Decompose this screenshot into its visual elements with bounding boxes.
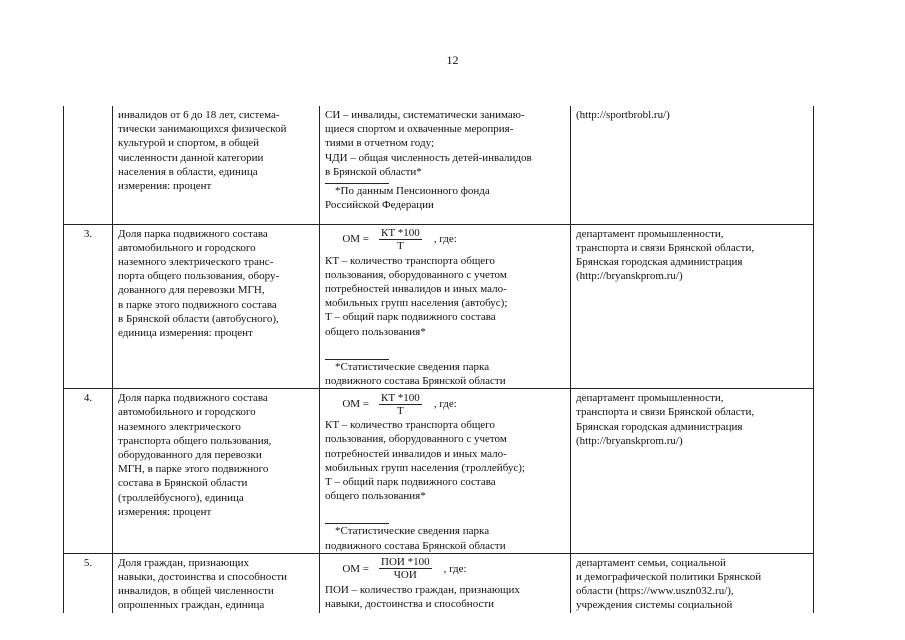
indicator-line: МГН, в парке этого подвижного [118,463,269,476]
formula-fraction [377,392,424,417]
indicator-line: состава в Брянской области [118,477,248,490]
source-line: (http://sportbrobl.ru/) [576,109,670,121]
indicator-line: Доля парка подвижного состава [118,227,268,240]
indicator-line: Доля парка подвижного состава [118,392,268,405]
indicator-line: численности данной категории [118,151,264,164]
footnote-line: Российской Федерации [325,199,434,212]
indicator-line: транспорта общего пользования, [118,434,272,447]
method-line: в Брянской области* [325,165,422,178]
row-number-cell [64,224,113,389]
method-line: мобильных групп населения (троллейбус); [325,461,525,474]
row-number-cell [64,389,113,554]
table-row [64,224,814,389]
indicator-line: инвалидов от 6 до 18 лет, система- [118,109,280,121]
indicator-line: дованного для перевозки МГН, [118,284,265,297]
method-line: потребностей инвалидов и иных мало- [325,447,507,460]
source-cell [571,389,814,554]
indicator-cell [113,106,320,224]
formula-numerator: ПОИ *100 [381,556,430,569]
indicator-line: порта общего пользования, обору- [118,270,280,283]
source-line: транспорта и связи Брянской области, [576,241,755,254]
indicator-cell [113,224,320,389]
method-line: КТ – количество транспорта общего [325,254,495,267]
method-line: пользования, оборудованного с учетом [325,433,507,446]
source-cell [571,224,814,389]
method-line: общего пользования* [325,490,426,503]
indicator-line: навыки, достоинства и способности [118,570,288,583]
method-line: ЧДИ – общая численность детей-инвалидов [325,151,532,164]
table-row [64,389,814,554]
method-line: щиеся спортом и охваченные мероприя- [325,123,514,136]
method-cell [320,224,571,389]
row-number: 4. [83,392,93,405]
indicator-cell [113,553,320,612]
method-line: Т – общий парк подвижного состава [325,475,496,488]
method-cell [320,389,571,554]
indicator-line: в парке этого подвижного состава [118,298,277,311]
indicator-line: тически занимающихся физической [118,123,287,136]
indicator-line: автомобильного и городского [118,406,256,419]
method-line: ПОИ – количество граждан, признающих [325,583,520,596]
formula-lhs: ОМ = [342,233,369,246]
indicator-line: автомобильного и городского [118,241,256,254]
source-line: Брянская городская администрация [576,420,743,433]
indicator-line: населения в области, единица [118,165,258,178]
table-row [64,553,814,612]
footnote-line: подвижного состава Брянской области [325,539,506,552]
method-line: потребностей инвалидов и иных мало- [325,282,507,295]
formula-numerator: КТ *100 [381,227,420,239]
method-line: пользования, оборудованного с учетом [325,268,507,281]
method-line: тиями в отчетном году; [325,137,434,150]
source-line: Брянская городская администрация [576,255,743,268]
method-line: СИ – инвалиды, систематически занимаю- [325,109,525,121]
method-line: общего пользования* [325,325,426,338]
source-line: транспорта и связи Брянской области, [576,406,755,419]
formula [325,391,565,417]
indicator-line: единица измерения: процент [118,326,253,339]
indicator-line: культурой и спортом, в общей [118,137,260,150]
row-number-cell [64,553,113,612]
indicator-line: наземного электрического транс- [118,255,274,268]
method-line: КТ – количество транспорта общего [325,419,495,432]
footnote-line: *По данным Пенсионного фонда [335,185,490,198]
source-line: и демографической политики Брянской [576,570,762,583]
footnote-line: подвижного состава Брянской области [325,374,506,387]
formula [325,556,565,582]
indicator-line: измерения: процент [118,505,212,518]
formula [325,227,565,253]
method-line: навыки, достоинства и способности [325,597,495,610]
source-line: (http://bryanskprom.ru/) [576,270,683,283]
source-line: области (https://www.uszn032.ru/), [576,585,734,598]
source-line: департамент семьи, социальной [576,556,726,569]
source-line: учреждения системы социальной [576,599,733,612]
footnote-line: *Статистические сведения парка [335,360,490,373]
formula-tail: , где: [443,562,467,575]
source-line: (http://bryanskprom.ru/) [576,434,683,447]
indicator-line: наземного электрического [118,420,241,433]
formula-denominator: Т [397,404,404,417]
row-number: 3. [83,227,93,240]
formula-tail: , где: [433,233,457,246]
formula-denominator: Т [397,240,404,252]
indicator-line: в Брянской области (автобусного), [118,312,279,325]
source-line: департамент промышленности, [576,392,724,405]
source-cell [571,106,814,224]
formula-denominator: ЧОИ [393,569,417,582]
indicator-line: опрошенных граждан, единица [118,599,265,612]
formula-numerator: КТ *100 [381,391,420,404]
method-cell [320,553,571,612]
indicator-line: оборудованного для перевозки [118,448,262,461]
method-line: Т – общий парк подвижного состава [325,311,496,324]
indicator-line: инвалидов, в общей численности [118,585,274,598]
formula-lhs: ОМ = [342,562,369,575]
indicator-cell [113,389,320,554]
formula-fraction [377,227,424,252]
indicators-table [63,106,814,613]
table-row [64,106,814,224]
source-line: департамент промышленности, [576,227,724,240]
indicator-line: измерения: процент [118,180,212,193]
formula-fraction [377,556,434,581]
footnote-line: *Статистические сведения парка [335,525,490,538]
source-cell [571,553,814,612]
formula-tail: , где: [433,398,457,411]
indicator-line: Доля граждан, признающих [118,556,249,569]
row-number: 5. [83,556,93,569]
row-number-cell [64,106,113,224]
method-line: мобильных групп населения (автобус); [325,297,508,310]
formula-lhs: ОМ = [342,398,369,411]
method-cell [320,106,571,224]
page-number: 12 [446,53,459,67]
indicator-line: (троллейбусного), единица [118,491,244,504]
